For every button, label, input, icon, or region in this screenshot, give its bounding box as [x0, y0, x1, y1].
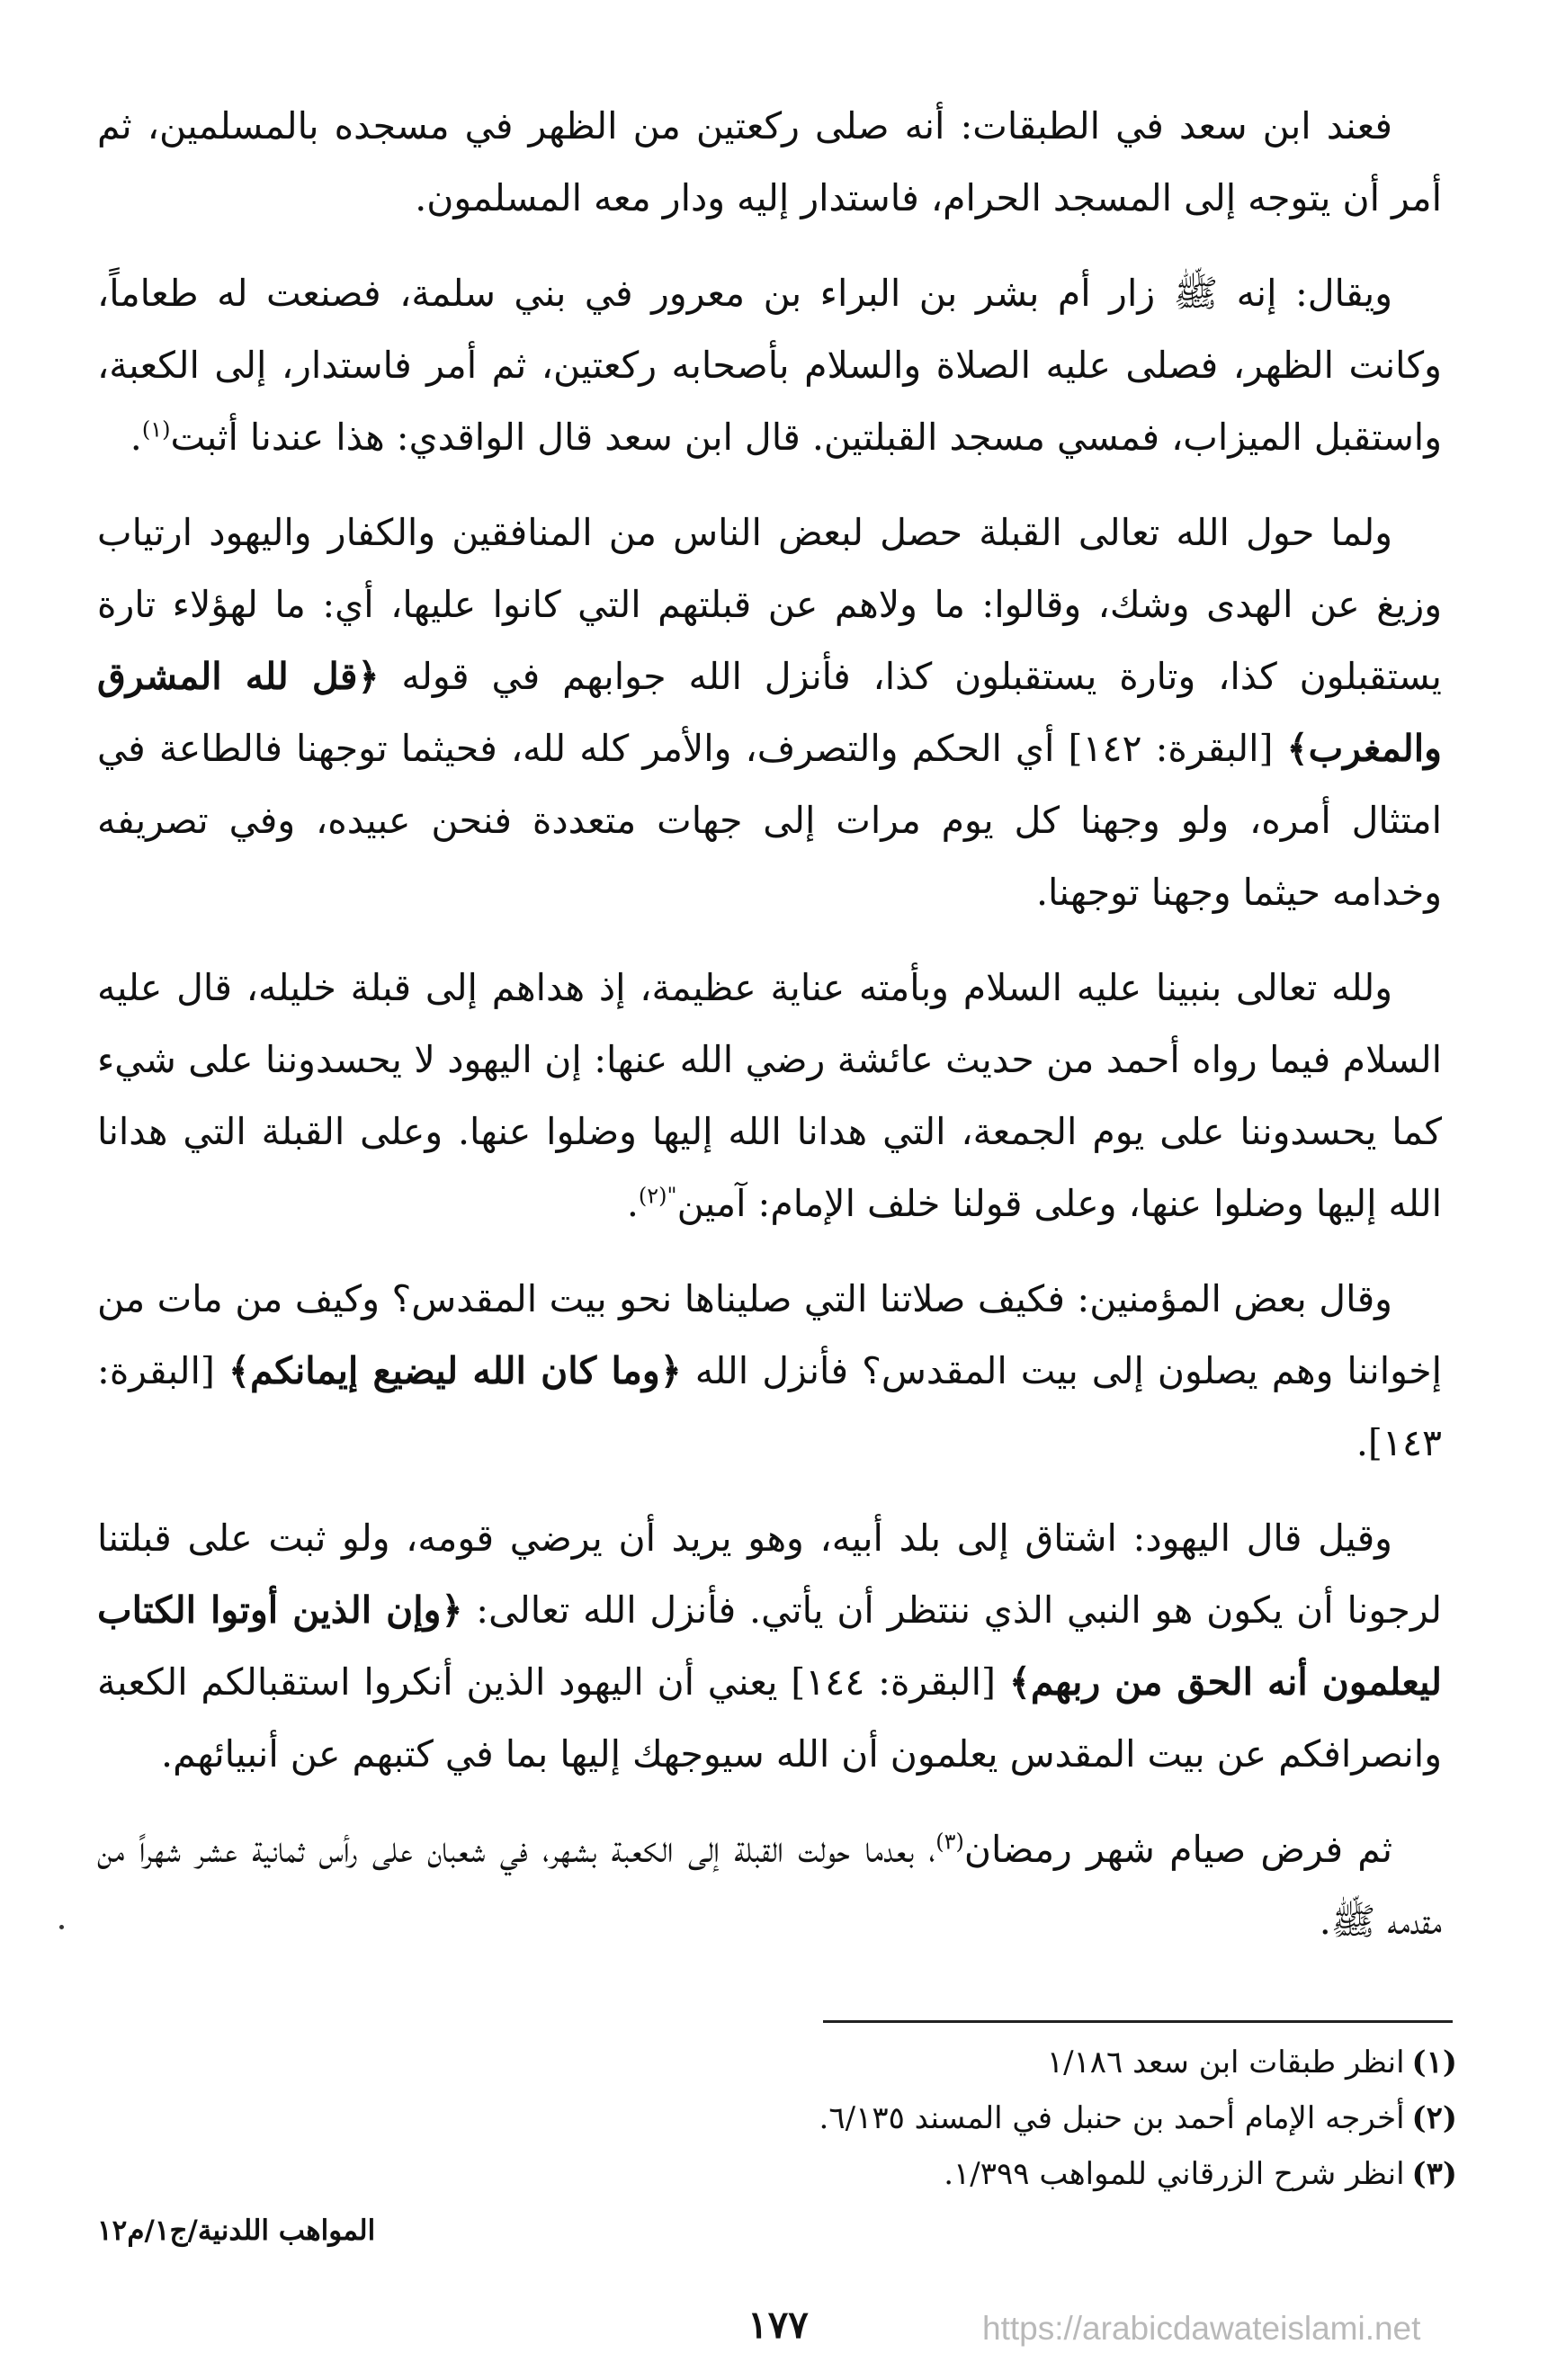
footnote-text: انظر طبقات ابن سعد ١/١٨٦ [1046, 2044, 1405, 2080]
footnotes [180, 2035, 1457, 2202]
paragraph-qibla-change [97, 497, 1442, 928]
footnote-1 [180, 2035, 1457, 2090]
footnote-text: أخرجه الإمام أحمد بن حنبل في المسند ٦/١٣٥. [819, 2100, 1405, 2136]
paragraph-text: ثم فرض صيام شهر رمضان [963, 1828, 1392, 1871]
paragraph-text: فعند ابن سعد في الطبقات: أنه صلى ركعتين من الظهر في مسجده بالمسلمين، ثم أمر أن يتوجه إلى المسجد الحرام، فاستدار إليه ودار معه المسلمون. [97, 104, 1442, 219]
paragraph-tabaqat [97, 90, 1442, 234]
footnote-number: (٣) [1411, 2156, 1457, 2192]
footnote-text: انظر شرح الزرقاني للمواهب ١/٣٩٩. [944, 2156, 1405, 2192]
paragraph-text: وقيل قال اليهود: اشتاق إلى بلد أبيه، وهو يريد أن يرضي قومه، ولو ثبت على قبلتنا لرجونا أن يكون هو النبي الذي ننتظر أن يأتي. فأنزل الله تعالى: [97, 1517, 1442, 1632]
footnote-3 [180, 2146, 1457, 2202]
main-text [97, 90, 1442, 1981]
paragraph-jews-statement [97, 1502, 1442, 1790]
footnote-number: (١) [1411, 2044, 1457, 2080]
paragraph-text-end: ، بعدما حولت القبلة إلى الكعبة بشهر، في شعبان على رأس ثمانية عشر شهراً من مقدمه ﷺ. [97, 1828, 1442, 1943]
quran-verse: ﴿وإن الذين أوتوا الكتاب ليعلمون أنه الحق من ربهم﴾ [97, 1588, 1442, 1704]
paragraph-text-cont: [البقرة: ١٤٢] أي الحكم والتصرف، والأمر كله لله، فحيثما توجهنا فالطاعة في امتثال أمره، ولو وجهنا كل يوم مرات إلى جهات متعددة فنحن عبيده، وفي تصريفه وخدامه حيثما وجهنا توجهنا. [97, 727, 1442, 914]
paragraph-text-end: . [626, 1182, 639, 1225]
scan-speck [59, 1925, 64, 1929]
paragraph-text: ولله تعالى بنبينا عليه السلام وبأمته عناية عظيمة، إذ هداهم إلى قبلة خليله، قال عليه السلام فيما رواه أحمد من حديث عائشة رضي الله عنها: إن اليهود لا يحسدوننا على شيء كما يحسدوننا على يوم الجمعة، التي هدانا الله إليها وضلوا عنها. وعلى القبلة التي هدانا الله إليها وضلوا عنها، وعلى قولنا خلف الإمام: آمين [97, 966, 1442, 1225]
quran-verse: ﴿قل لله المشرق والمغرب﴾ [97, 655, 1442, 770]
footnote-ref-3[interactable]: (٣) [935, 1829, 964, 1855]
footnote-2 [180, 2090, 1457, 2146]
paragraph-umm-bishr [97, 257, 1442, 473]
paragraph-friday-hadith [97, 952, 1442, 1239]
paragraph-text: ويقال: إنه ﷺ زار أم بشر بن البراء بن معرور في بني سلمة، فصنعت له طعاماً، وكانت الظهر، فصلى عليه الصلاة والسلام بأصحابه ركعتين، ثم أمر فاستدار، إلى الكعبة، واستقبل الميزاب، فمسي مسجد القبلتين. قال ابن سعد قال الواقدي: هذا عندنا أثبت [97, 272, 1442, 459]
volume-reference: المواهب اللدنية/ج١/م١٢ [97, 2214, 376, 2247]
paragraph-ramadan [97, 1813, 1442, 1957]
paragraph-text-cont: [البقرة: ١٤٣]. [97, 1349, 1442, 1464]
footnote-ref-2[interactable]: "(٢) [638, 1183, 677, 1209]
paragraph-believers-question [97, 1263, 1442, 1479]
footnote-divider [823, 2020, 1453, 2023]
watermark-url: https://arabicdawateislami.net [982, 2310, 1421, 2347]
page-number: ١٧٧ [747, 2303, 809, 2347]
paragraph-text-end: . [130, 416, 142, 459]
footnote-ref-1[interactable]: (١) [141, 416, 171, 443]
quran-verse: ﴿وما كان الله ليضيع إيمانكم﴾ [228, 1349, 682, 1392]
footnote-number: (٢) [1411, 2100, 1457, 2136]
paragraph-text: وقال بعض المؤمنين: فكيف صلاتنا التي صليناها نحو بيت المقدس؟ وكيف من مات من إخواننا وهم يصلون إلى بيت المقدس؟ فأنزل الله [97, 1277, 1442, 1392]
paragraph-text: ولما حول الله تعالى القبلة حصل لبعض الناس من المنافقين والكفار واليهود ارتياب وزيغ عن الهدى وشك، وقالوا: ما ولاهم عن قبلتهم التي كانوا عليها، أي: ما لهؤلاء تارة يستقبلون كذا، وتارة يستقبلون كذا، فأنزل الله جوابهم في قوله [97, 511, 1442, 698]
paragraph-text-cont: [البقرة: ١٤٤] يعني أن اليهود الذين أنكروا استقبالكم الكعبة وانصرافكم عن بيت المقدس يعلمون أن الله سيوجهك إليها بما في كتبهم عن أنبيائهم. [97, 1660, 1442, 1776]
